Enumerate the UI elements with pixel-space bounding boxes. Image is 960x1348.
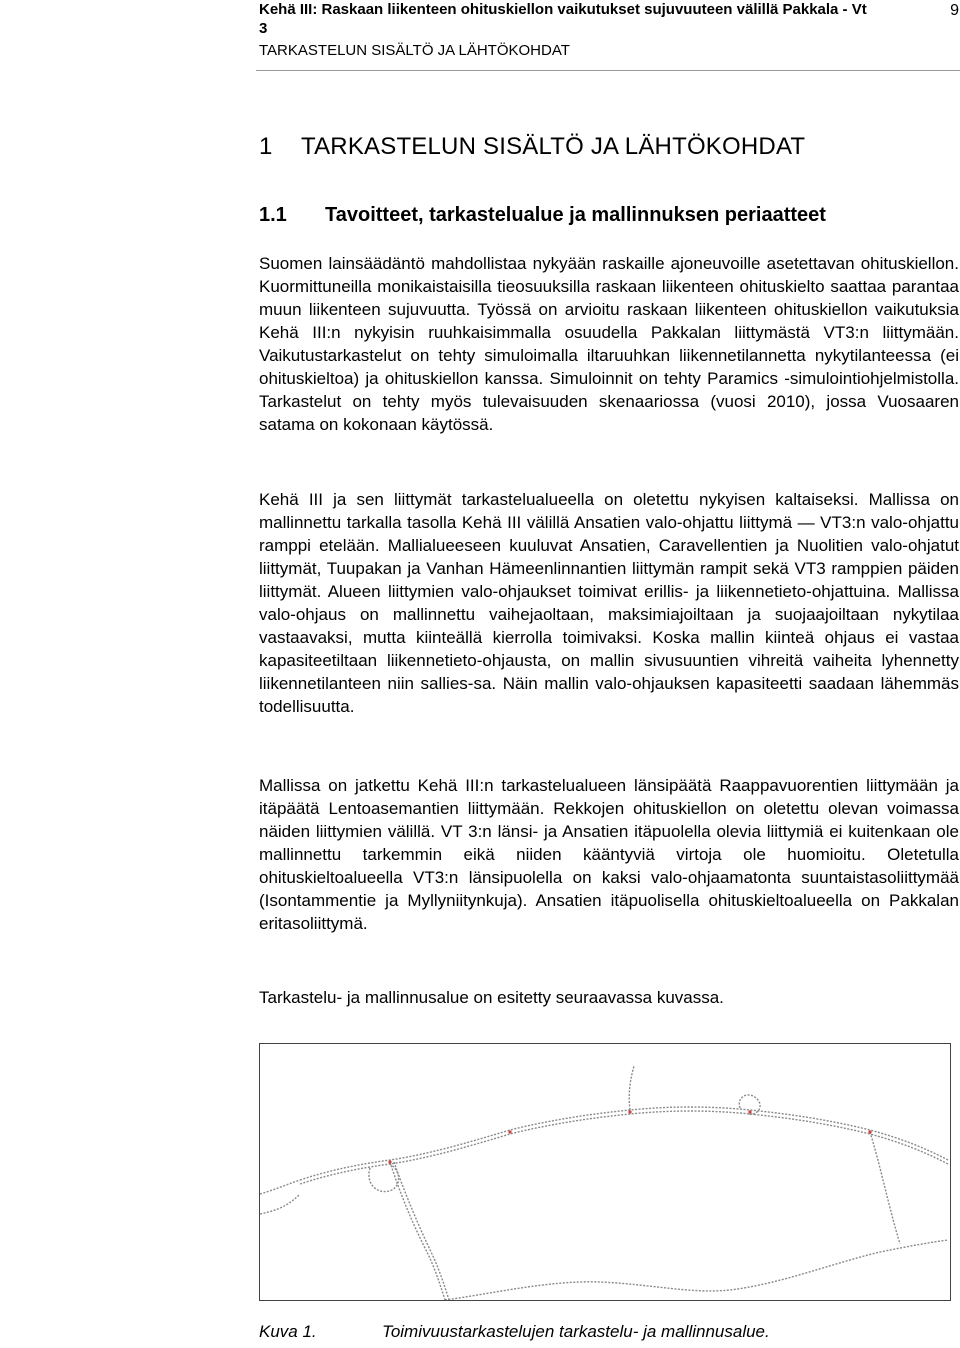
west-edge-road: [260, 1194, 300, 1214]
page-number: 9: [950, 2, 959, 19]
road-network-map: [260, 1044, 950, 1300]
junction-marker: [868, 1130, 871, 1133]
body-paragraph: Suomen lainsäädäntö mahdollistaa nykyään raskaille ajoneuvoille asetettavan ohituskiellon. Kuormittuneilla monikaistaisilla tieosuuksilla raskaan liikenteen ohituskielto saattaa parantaa muun liikenteen sujuvuutta. Työssä on arvioitu raskaan liikenteen ohituskiellon vaikutuksia Kehä III:n nykyisin ruuhkaisimmalla osuudella Pakkalan liittymästä VT3:n liittymään. Vaikutustarkastelut on tehty simuloimalla iltaruuhkan liikennetilannetta nykytilanteessa (ei ohituskieltoa) ja ohituskiellon kanssa. Simuloinnit on tehty Paramics -simulointiohjelmistolla. Tarkastelut on tehty myös tulevaisuuden skenaariossa (vuosi 2010), jossa Vuosaaren satama on kokonaan käytössä.: [259, 254, 959, 434]
east-link-road: [870, 1132, 900, 1244]
southern-road: [445, 1240, 948, 1300]
section-title: TARKASTELUN SISÄLTÖ JA LÄHTÖKOHDAT: [259, 42, 570, 59]
document-title: Kehä III: Raskaan liikenteen ohituskiellon vaikutukset sujuvuuteen välillä Pakkala - Vt 3: [259, 1, 867, 37]
road-network-figure: [259, 1043, 951, 1301]
junction-marker: [628, 1110, 631, 1113]
body-paragraph: Mallissa on jatkettu Kehä III:n tarkastelualueen länsipäätä Raappavuorentien liittymään ja itäpäätä Lentoasemantien liittymään. Rekkojen ohituskiellon on oletettu olevan voimassa näiden liittymien välillä. VT 3:n länsi- ja Ansatien itäpuolella olevia liittymiä ei kuitenkaan ole mallinnettu tarkemmin eikä niiden kääntyviä virtoja ole huomioitu. Oletetulla ohituskieltoalueella VT3:n länsipuolella on kaksi valo-ohjaamatonta suuntaistasoliittymää (Isontammentie ja Myllyniitynkuja). Ansatien itäpuolisella ohituskieltoalueella on Pakkalan eritasoliittymä.: [259, 776, 959, 933]
chapter-number: 1: [259, 133, 273, 160]
western-connector: [260, 1180, 300, 1194]
header-divider: [256, 70, 960, 71]
section-heading: [259, 204, 826, 227]
interchange-loop-west: [369, 1164, 399, 1192]
junction-marker: [508, 1130, 511, 1133]
page-header: [259, 0, 959, 60]
figure-caption-label: Kuva 1.: [259, 1322, 317, 1341]
south-branch-parallel: [394, 1162, 449, 1300]
section-number: 1.1: [259, 204, 287, 226]
northern-spur: [629, 1066, 634, 1110]
junction-marker: [388, 1160, 391, 1163]
junction-marker: [748, 1110, 751, 1113]
chapter-heading: [259, 133, 805, 161]
chapter-title: TARKASTELUN SISÄLTÖ JA LÄHTÖKOHDAT: [301, 133, 806, 160]
figure-caption-text: Toimivuustarkastelujen tarkastelu- ja mallinnusalue.: [382, 1322, 770, 1341]
body-paragraph: Kehä III ja sen liittymät tarkastelualueella on oletettu nykyisen kaltaiseksi. Mallissa on mallinnettu tarkalla tasolla Kehä III välillä Ansatien valo-ohjattu liittymä — VT3:n valo-ohjattu ramppi etelään. Mallialueeseen kuuluvat Ansatien, Caravellentien ja Nuolitien valo-ohjatut liittymät, Tuupakan ja Vanhan Hämeenlinnantien liittymän rampit sekä VT3 ramppien päiden liittymät. Alueen liittymien valo-ohjaukset toimivat erillis- ja liikennetieto-ohjattuina. Mallissa valo-ohjaus on mallinnettu vaihejaoltaan, maksimiajoiltaan ja suojaajoiltaan nykytilaa vastaavaksi, mutta kiinteällä kierrolla toimivaksi. Koska mallin kiinteä ohjaus ei vastaa kapasiteetiltaan liikennetieto-ohjausta, on mallin sivusuuntien vihreitä vaiheita lyhennetty liikennetilanteen niin sallies-sa. Näin mallin valo-ohjauksen kapasiteetti saadaan lähemmäs todellisuutta.: [259, 490, 959, 716]
section-heading-title: Tavoitteet, tarkastelualue ja mallinnuksen periaatteet: [325, 204, 826, 226]
body-paragraph: Tarkastelu- ja mallinnusalue on esitetty seuraavassa kuvassa.: [259, 988, 724, 1007]
